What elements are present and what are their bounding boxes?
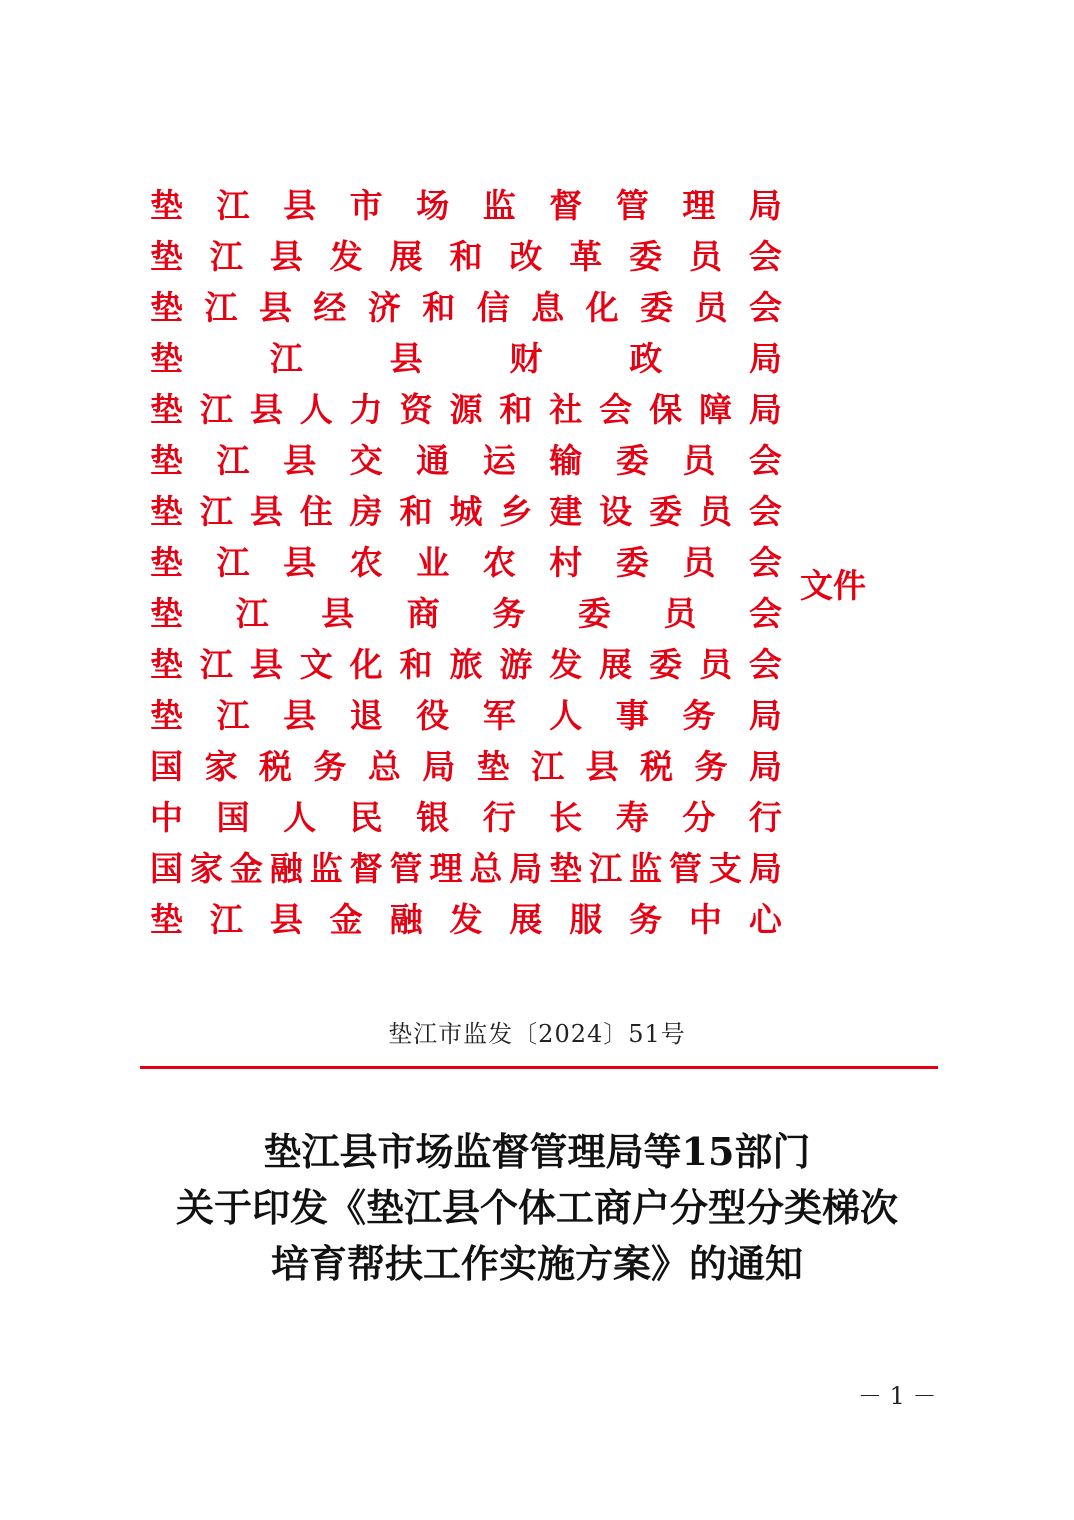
document-title: [0, 1124, 1074, 1292]
department-line: 垫 江 县 交 通 运 输 委 员 会: [150, 441, 782, 480]
department-line: 垫 江 县 市 场 监 督 管 理 局: [150, 186, 782, 225]
department-line: 垫 江 县 人 力 资 源 和 社 会 保 障 局: [150, 390, 782, 429]
department-line: 国 家 金 融 监 督 管 理 总 局 垫 江 监 管 支 局: [150, 849, 782, 888]
department-line: 垫 江 县 商 务 委 员 会: [150, 594, 782, 633]
department-line: 垫 江 县 退 役 军 人 事 务 局: [150, 696, 782, 735]
issuing-departments-header: [150, 180, 782, 945]
title-line-1: 垫江县市场监督管理局等15部门: [263, 1129, 811, 1174]
department-line: 垫 江 县 文 化 和 旅 游 发 展 委 员 会: [150, 645, 782, 684]
department-line: 垫 江 县 金 融 发 展 服 务 中 心: [150, 900, 782, 939]
department-line: 垫 江 县 发 展 和 改 革 委 员 会: [150, 237, 782, 276]
document-suffix: 文件: [800, 566, 866, 605]
department-line: 中 国 人 民 银 行 长 寿 分 行: [150, 798, 782, 837]
title-line-2: 关于印发《垫江县个体工商户分型分类梯次: [175, 1185, 898, 1230]
department-line: 垫 江 县 农 业 农 村 委 员 会: [150, 543, 782, 582]
document-number: 垫江市监发〔2024〕51号: [388, 1020, 686, 1048]
red-separator-line: [140, 1066, 938, 1069]
page-number: － 1 －: [858, 1382, 937, 1410]
department-line: 垫 江 县 财 政 局: [150, 339, 782, 378]
department-line: 垫 江 县 住 房 和 城 乡 建 设 委 员 会: [150, 492, 782, 531]
department-line: 国 家 税 务 总 局 垫 江 县 税 务 局: [150, 747, 782, 786]
title-line-3: 培育帮扶工作实施方案》的通知: [270, 1241, 803, 1286]
department-line: 垫 江 县 经 济 和 信 息 化 委 员 会: [150, 288, 782, 327]
